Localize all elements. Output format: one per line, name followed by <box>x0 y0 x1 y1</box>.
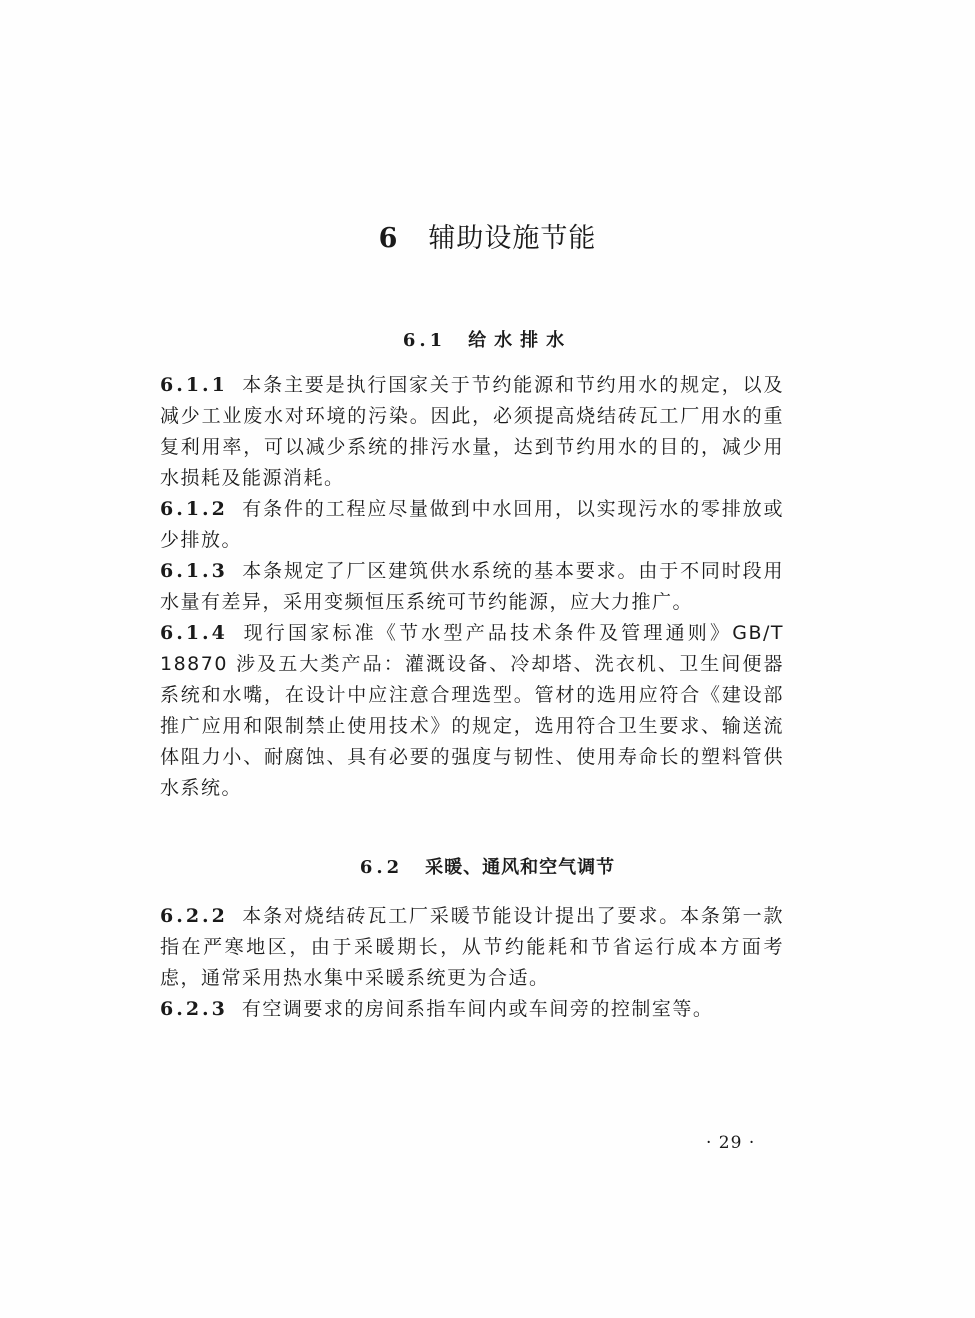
section-6-2-body <box>160 901 784 1025</box>
clause-text: 有空调要求的房间系指车间内或车间旁的控制室等。 <box>241 998 714 1020</box>
section-heading-6-1 <box>0 326 975 352</box>
clause-text: 本条主要是执行国家关于节约能源和节约用水的规定，以及减少工业废水对环境的污染。因此，必须提高烧结砖瓦工厂用水的重复利用率，可以减少系统的排污水量，达到节约用水的目的，减少用水损耗及能源消耗。 <box>160 374 784 489</box>
section-title-text: 采暖、通风和空气调节 <box>425 857 616 878</box>
chapter-number: 6 <box>378 223 399 254</box>
section-title-text: 给水排水 <box>468 330 573 351</box>
clause-number: 6.1.1 <box>160 374 228 396</box>
clause-text: 有条件的工程应尽量做到中水回用，以实现污水的零排放或少排放。 <box>160 498 784 551</box>
chapter-title-text: 辅助设施节能 <box>428 223 597 254</box>
clause-number: 6.1.2 <box>160 498 228 520</box>
page-number: · 29 · <box>706 1133 756 1153</box>
section-6-1-body <box>160 370 784 804</box>
clause-6-1-4 <box>160 618 784 804</box>
clause-number: 6.2.2 <box>160 905 228 927</box>
clause-number: 6.1.3 <box>160 560 228 582</box>
clause-6-2-2 <box>160 901 784 994</box>
clause-number: 6.1.4 <box>160 622 228 644</box>
clause-6-1-1 <box>160 370 784 494</box>
clause-text: 本条规定了厂区建筑供水系统的基本要求。由于不同时段用水量有差异，采用变频恒压系统可节约能源，应大力推广。 <box>160 560 784 613</box>
chapter-title <box>0 216 975 255</box>
clause-6-1-2 <box>160 494 784 556</box>
clause-number: 6.2.3 <box>160 998 228 1020</box>
clause-6-2-3 <box>160 994 784 1025</box>
clause-6-1-3 <box>160 556 784 618</box>
clause-text: 本条对烧结砖瓦工厂采暖节能设计提出了要求。本条第一款指在严寒地区，由于采暖期长，从节约能耗和节省运行成本方面考虑，通常采用热水集中采暖系统更为合适。 <box>160 905 784 989</box>
clause-text: 现行国家标准《节水型产品技术条件及管理通则》GB/T 18870 涉及五大类产品：灌溉设备、冷却塔、洗衣机、卫生间便器系统和水嘴，在设计中应注意合理选型。管材的选用应符合《建设部推广应用和限制禁止使用技术》的规定，选用符合卫生要求、输送流体阻力小、耐腐蚀、具有必要的强度与韧性、使用寿命长的塑料管供水系统。 <box>160 622 784 799</box>
section-number: 6.2 <box>359 857 404 878</box>
section-number: 6.1 <box>402 330 447 351</box>
section-heading-6-2 <box>0 853 975 879</box>
